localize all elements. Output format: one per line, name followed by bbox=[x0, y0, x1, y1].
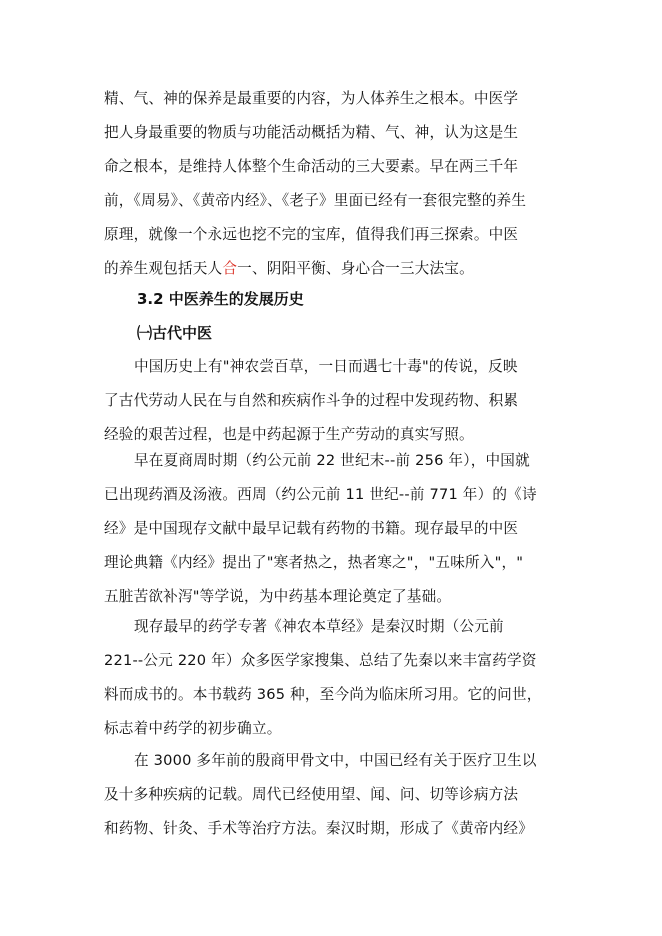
text-segment: 的养生观包括天人 bbox=[104, 260, 223, 277]
text-line: 及十多种疾病的记载。周代已经使用望、闻、问、切等诊病方法 bbox=[104, 786, 519, 803]
text-line: 料而成书的。本书载药 365 种，至今尚为临床所习用。它的问世， bbox=[104, 686, 542, 703]
text-line: 经》是中国现存文献中最早记载有药物的书籍。现存最早的中医 bbox=[104, 520, 519, 537]
paragraph-xia-shang-zhou bbox=[104, 444, 554, 614]
text-line: 原理，就像一个永远也挖不完的宝库，值得我们再三探索。中医 bbox=[104, 226, 519, 243]
text-line: 精、气、神的保养是最重要的内容，为人体养生之根本。中医学 bbox=[104, 90, 519, 107]
text-segment: 一、阴阳平衡、身心合一三大法宝。 bbox=[237, 260, 474, 277]
text-line: 和药物、针灸、手术等治疗方法。秦汉时期，形成了《黄帝内经》 bbox=[104, 820, 534, 837]
text-line: 在 3000 多年前的殷商甲骨文中，中国已经有关于医疗卫生以 bbox=[134, 752, 537, 769]
text-line: 221--公元 220 年）众多医学家搜集、总结了先秦以来丰富药学资 bbox=[104, 652, 537, 669]
text-line: 早在夏商周时期（约公元前 22 世纪末--前 256 年），中国就 bbox=[134, 452, 530, 469]
text-line: 命之根本，是维持人体整个生命活动的三大要素。早在两三千年 bbox=[104, 158, 519, 175]
text-line: 经验的艰苦过程，也是中药起源于生产劳动的真实写照。 bbox=[104, 426, 474, 443]
text-line: 把人身最重要的物质与功能活动概括为精、气、神，认为这是生 bbox=[104, 124, 519, 141]
subsection-heading: ㈠古代中医 bbox=[137, 324, 213, 342]
text-line: 前，《周易》、《黄帝内经》、《老子》里面已经有一套很完整的养生 bbox=[104, 192, 527, 209]
paragraph-shennong-bencao bbox=[104, 610, 554, 746]
text-line: 理论典籍《内经》提出了"寒者热之，热者寒之"，"五味所入"，" bbox=[104, 554, 524, 571]
text-line: 已出现药酒及汤液。西周（约公元前 11 世纪--前 771 年）的《诗 bbox=[104, 486, 537, 503]
paragraph-oracle-bones bbox=[104, 744, 554, 846]
paragraph-essence-qi-spirit bbox=[104, 82, 554, 286]
paragraph-shennong-legend bbox=[104, 350, 554, 452]
text-line: 中国历史上有"神农尝百草，一日而遇七十毒"的传说，反映 bbox=[134, 358, 518, 375]
section-heading: 3.2 中医养生的发展历史 bbox=[137, 290, 304, 308]
text-line: 了古代劳动人民在与自然和疾病作斗争的过程中发现药物、积累 bbox=[104, 392, 519, 409]
highlighted-character: 合 bbox=[222, 260, 238, 277]
text-line: 五脏苦欲补泻"等学说，为中药基本理论奠定了基础。 bbox=[104, 588, 452, 605]
text-line: 标志着中药学的初步确立。 bbox=[104, 720, 282, 737]
text-line-with-highlight bbox=[104, 252, 554, 286]
text-line: 现存最早的药学专著《神农本草经》是秦汉时期（公元前 bbox=[134, 618, 504, 635]
